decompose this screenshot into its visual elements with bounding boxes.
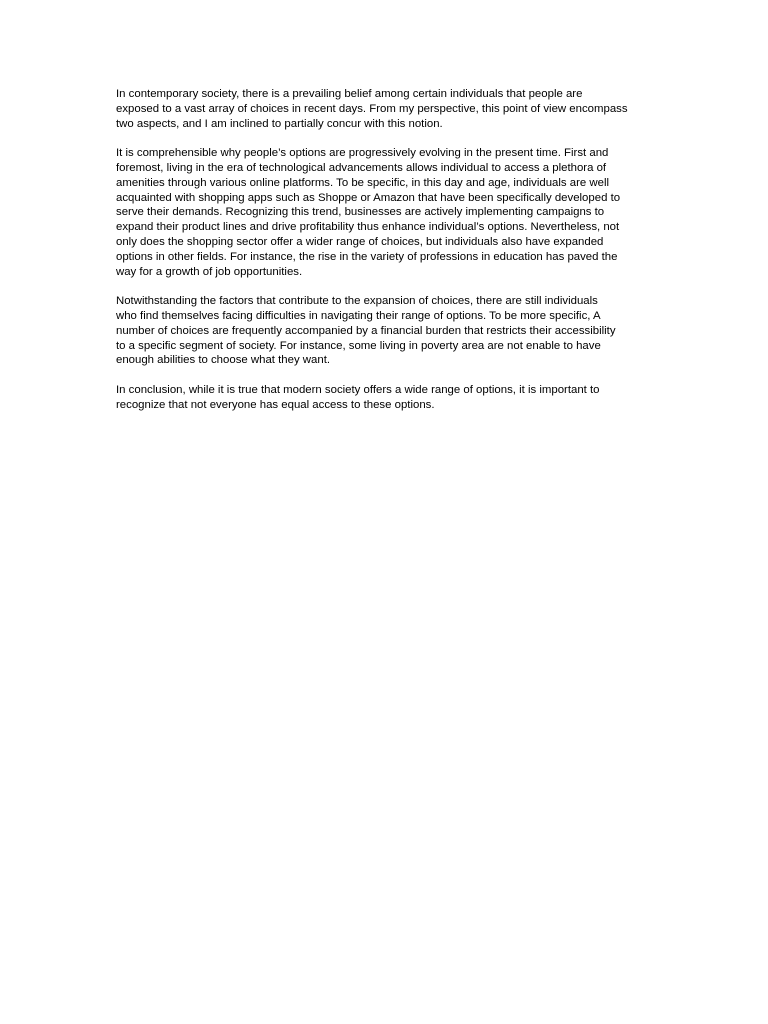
paragraph-conclusion xyxy=(116,383,652,413)
text-line: expand their product lines and drive profitability thus enhance individual’s options. Nevertheless, not xyxy=(116,221,620,234)
text-line: In contemporary society, there is a prevailing belief among certain individuals that people are xyxy=(116,88,583,100)
text-line: It is comprehensible why people’s options are progressively evolving in the present time. First and xyxy=(116,147,609,160)
paragraph-body-2 xyxy=(116,294,652,368)
text-line: recognize that not everyone has equal access to these options. xyxy=(116,398,435,411)
text-line: Notwithstanding the factors that contribute to the expansion of choices, there are still individuals xyxy=(116,295,598,308)
text-line: In conclusion, while it is true that modern society offers a wide range of options, it is important to xyxy=(116,383,600,396)
text-line: enough abilities to choose what they want. xyxy=(116,354,331,367)
paragraph-introduction xyxy=(116,87,652,131)
text-line: number of choices are frequently accompanied by a financial burden that restricts their accessibility xyxy=(116,324,616,337)
text-line: two aspects, and I am inclined to partially concur with this notion. xyxy=(116,117,443,130)
text-line: who find themselves facing difficulties in navigating their range of options. To be more specific, A xyxy=(116,309,601,322)
text-line: amenities through various online platforms. To be specific, in this day and age, individuals are well xyxy=(116,176,610,189)
text-line: only does the shopping sector offer a wider range of choices, but individuals also have expanded xyxy=(116,235,604,248)
essay-body xyxy=(116,87,652,427)
text-line: exposed to a vast array of choices in recent days. From my perspective, this point of view encompass xyxy=(116,102,628,115)
text-line: foremost, living in the era of technological advancements allows individual to access a plethora of xyxy=(116,161,607,174)
text-line: options in other fields. For instance, the rise in the variety of professions in education has paved the xyxy=(116,250,618,263)
text-line: way for a growth of job opportunities. xyxy=(116,265,303,278)
text-line: acquainted with shopping apps such as Shoppe or Amazon that have been specifically developed to xyxy=(116,191,621,204)
paragraph-body-1 xyxy=(116,146,652,279)
text-line: to a specific segment of society. For instance, some living in poverty area are not enable to have xyxy=(116,339,601,352)
text-line: serve their demands. Recognizing this trend, businesses are actively implementing campaigns to xyxy=(116,206,605,219)
